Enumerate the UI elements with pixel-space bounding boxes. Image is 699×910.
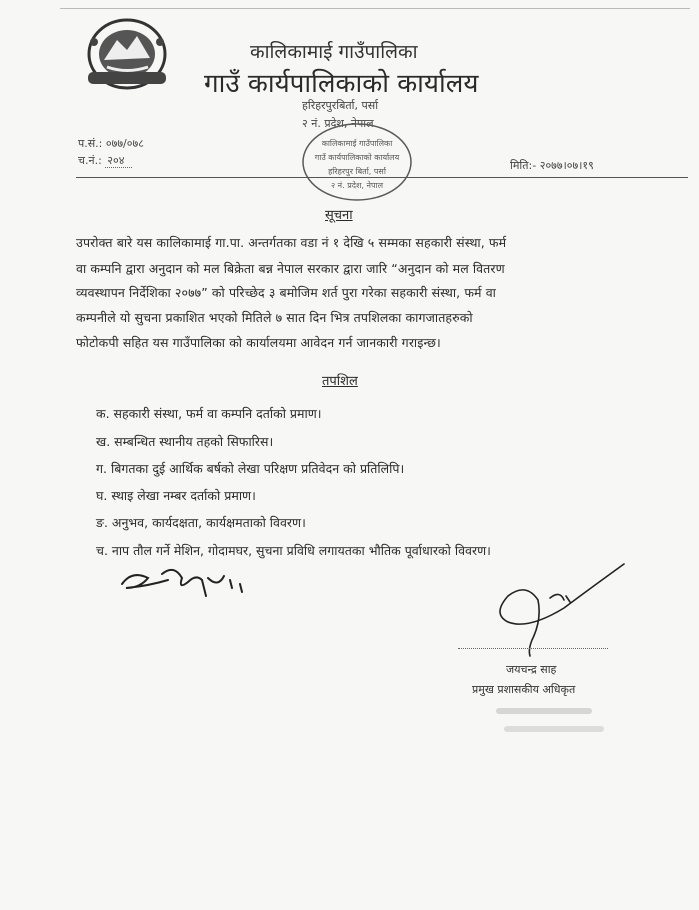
signature-line: [458, 648, 608, 649]
notice-line-5: फोटोकपी सहित यस गाउँपालिका को कार्यालयमा आवेदन गर्न जानकारी गराइन्छ।: [76, 335, 441, 350]
notice-title: सूचना: [325, 208, 353, 223]
annex-item: क. सहकारी संस्था, फर्म वा कम्पनि दर्ताको प्रमाण।: [96, 406, 322, 421]
org-name: कालिकामाई गाउँपालिका: [250, 41, 418, 63]
office-ward: २ नं. प्रदेश, नेपाल: [302, 117, 374, 130]
stamp-line-4: २ नं. प्रदेश, नेपाल: [330, 181, 384, 190]
stamp-line-1: कालिकामाई गाउँपालिका: [321, 139, 393, 148]
annex-title: तपशिल: [322, 374, 358, 389]
annex-item: घ. स्थाइ लेखा नम्बर दर्ताको प्रमाण।: [96, 488, 256, 503]
office-name: गाउँ कार्यपालिकाको कार्यालय: [204, 69, 479, 99]
annex-item: ङ. अनुभव, कार्यदक्षता, कार्यक्षमताको विवरण।: [96, 515, 306, 530]
officer-signature: [468, 560, 628, 660]
office-stamp: [298, 118, 416, 204]
faded-stamp: [490, 702, 610, 740]
cn-label: च.नं.:: [78, 154, 102, 167]
initials-signature: [118, 560, 258, 608]
notice-line-3: व्यवस्थापन निर्देशिका २०७७” को परिच्छेद ३ बमोजिम शर्त पुरा गरेका सहकारी संस्था, फर्म वा: [76, 285, 496, 300]
stamp-line-2: गाउँ कार्यपालिकाको कार्यालय: [314, 153, 400, 162]
notice-line-1: उपरोक्त बारे यस कालिकामाई गा.पा. अन्तर्गतका वडा नं १ देखि ५ सम्मका सहकारी संस्था, फर्म: [76, 235, 507, 250]
top-rule: [60, 8, 690, 9]
reference-cn: [78, 153, 132, 168]
annex-item: च. नाप तौल गर्ने मेशिन, गोदामघर, सुचना प्रविधि लगायतका भौतिक पूर्वाधारको विवरण।: [96, 543, 491, 558]
reference-ps: [78, 136, 144, 151]
ps-label: प.सं.:: [78, 137, 103, 150]
office-address: हरिहरपुरबिर्ता, पर्सा: [302, 99, 379, 112]
notice-date: मिति:- २०७७।०७।१९: [510, 159, 594, 172]
cn-value: २०४: [105, 154, 132, 168]
ps-value: ०७७/०७८: [105, 137, 144, 150]
nepal-emblem-icon: [82, 12, 172, 94]
notice-line-4: कम्पनीले यो सुचना प्रकाशित भएको मितिले ७ सात दिन भित्र तपशिलका कागजातहरुको: [76, 310, 473, 325]
signer-title: प्रमुख प्रशासकीय अधिकृत: [472, 683, 576, 696]
annex-item: ख. सम्बन्धित स्थानीय तहको सिफारिस।: [96, 434, 274, 449]
header-divider: [76, 177, 688, 178]
annex-item: ग. बिगतका दुई आर्थिक बर्षको लेखा परिक्षण प्रतिवेदन को प्रतिलिपि।: [96, 461, 405, 476]
signer-name: जयचन्द्र साह: [506, 663, 557, 676]
notice-line-2: वा कम्पनि द्वारा अनुदान को मल बिक्रेता बन्न नेपाल सरकार द्वारा जारि “अनुदान को मल वितरण: [76, 261, 505, 276]
stamp-line-3: हरिहरपुर बिर्ता, पर्सा: [328, 167, 386, 176]
